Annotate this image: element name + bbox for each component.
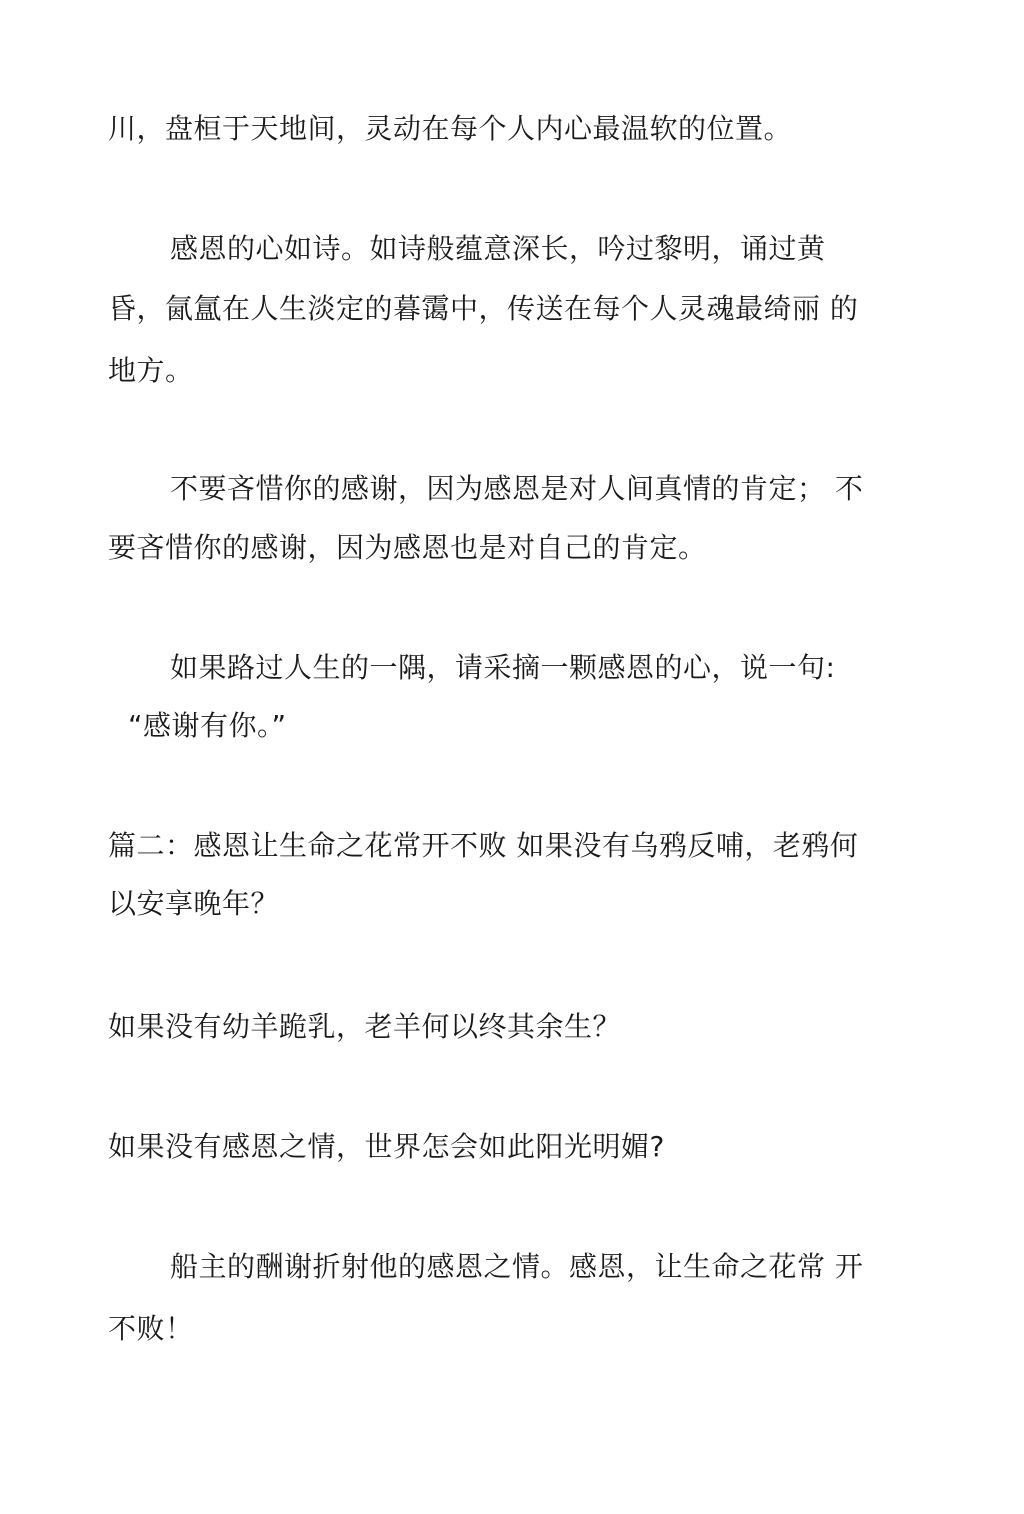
paragraph-8-line-2: 不败！ bbox=[108, 1312, 194, 1345]
paragraph-5-line-2: 以安享晚年？ bbox=[108, 887, 280, 920]
paragraph-5-line-1: 篇二：感恩让生命之花常开不败 如果没有乌鸦反哺，老鸦何 bbox=[108, 829, 859, 862]
paragraph-3-line-2: 要吝惜你的感谢，因为感恩也是对自己的肯定。 bbox=[108, 531, 707, 564]
paragraph-8-line-1: 船主的酬谢折射他的感恩之情。感恩，让生命之花常 开 bbox=[170, 1250, 864, 1283]
paragraph-3-line-1: 不要吝惜你的感谢，因为感恩是对人间真情的肯定； 不 bbox=[170, 472, 864, 505]
paragraph-1-line-1: 川，盘桓于天地间，灵动在每个人内心最温软的位置。 bbox=[108, 112, 793, 145]
paragraph-4-line-1: 如果路过人生的一隅，请采摘一颗感恩的心，说一句: bbox=[170, 651, 836, 684]
paragraph-2-line-1: 感恩的心如诗。如诗般蕴意深长，吟过黎明，诵过黄 bbox=[170, 232, 826, 265]
paragraph-4-line-2: “感谢有你。” bbox=[128, 709, 287, 742]
paragraph-6-line-1: 如果没有幼羊跪乳，老羊何以终其余生？ bbox=[108, 1010, 622, 1043]
paragraph-2-line-2: 昏，氤氲在人生淡定的暮霭中，传送在每个人灵魂最绮丽 的 bbox=[108, 292, 859, 325]
paragraph-2-line-3: 地方。 bbox=[108, 354, 194, 387]
paragraph-7-line-1: 如果没有感恩之情，世界怎会如此阳光明媚? bbox=[108, 1130, 665, 1163]
